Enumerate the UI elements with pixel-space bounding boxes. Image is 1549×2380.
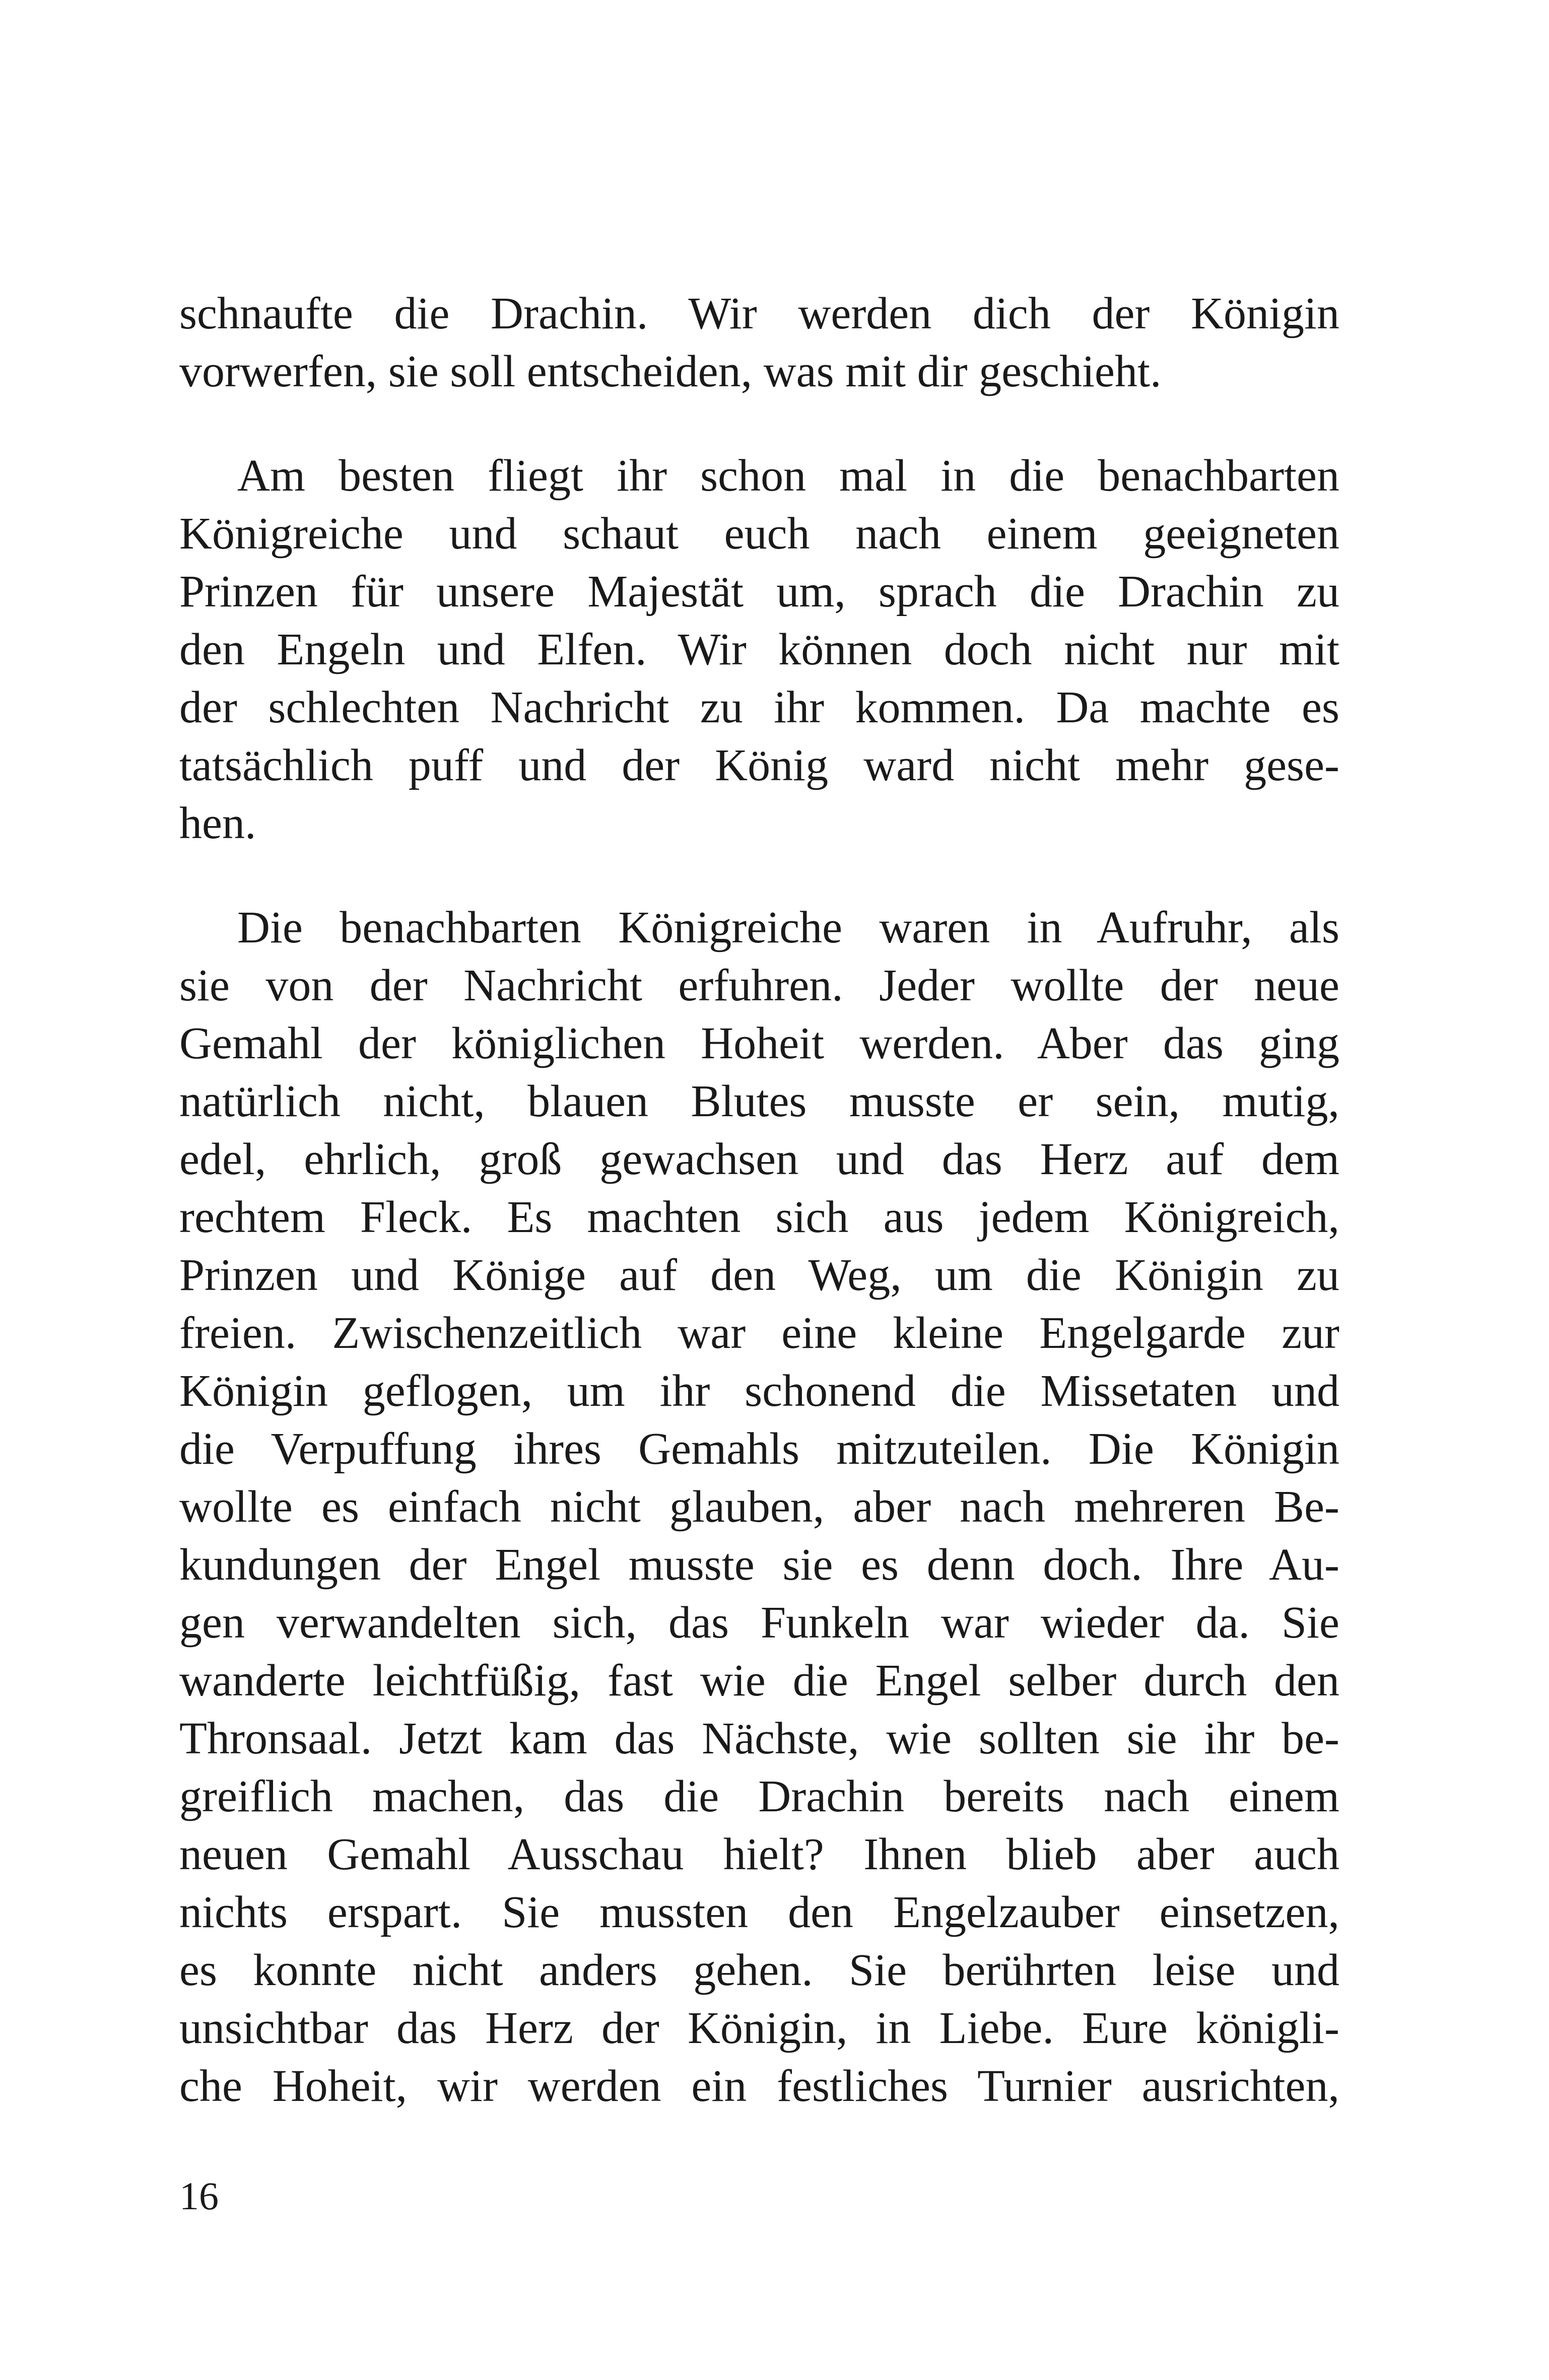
paragraph-2: [179, 447, 1339, 852]
text-line: es konnte nicht anders gehen. Sie berührten leise und: [179, 1945, 1339, 1995]
text-line: tatsächlich puff und der König ward nicht mehr gese-: [179, 740, 1339, 790]
text-line: gen verwandelten sich, das Funkeln war wieder da. Sie: [179, 1598, 1339, 1648]
text-line: die Verpuffung ihres Gemahls mitzuteilen. Die Königin: [179, 1424, 1339, 1474]
text-line: vorwerfen, sie soll entscheiden, was mit dir geschieht.: [179, 347, 1162, 396]
text-line: rechtem Fleck. Es machten sich aus jedem Königreich,: [179, 1192, 1339, 1242]
text-line: hen.: [179, 798, 256, 848]
text-line: che Hoheit, wir werden ein festliches Turnier ausrichten,: [179, 2061, 1339, 2111]
text-line: nichts erspart. Sie mussten den Engelzauber einsetzen,: [179, 1887, 1339, 1937]
text-line: unsichtbar das Herz der Königin, in Liebe. Eure königli-: [179, 2003, 1339, 2053]
text-line: natürlich nicht, blauen Blutes musste er sein, mutig,: [179, 1076, 1339, 1126]
text-line: freien. Zwischenzeitlich war eine kleine Engelgarde zur: [179, 1308, 1339, 1358]
text-line: schnaufte die Drachin. Wir werden dich der Königin: [179, 289, 1339, 338]
text-line: Gemahl der königlichen Hoheit werden. Aber das ging: [179, 1018, 1339, 1068]
body-text: [179, 285, 1339, 2115]
text-line: edel, ehrlich, groß gewachsen und das Herz auf dem: [179, 1134, 1339, 1184]
text-line: greiflich machen, das die Drachin bereits nach einem: [179, 1772, 1339, 1821]
text-line: kundungen der Engel musste sie es denn doch. Ihre Au-: [179, 1540, 1339, 1590]
text-line: Königreiche und schaut euch nach einem geeigneten: [179, 509, 1339, 559]
text-line: den Engeln und Elfen. Wir können doch nicht nur mit: [179, 625, 1339, 674]
text-line: Königin geflogen, um ihr schonend die Missetaten und: [179, 1366, 1339, 1416]
text-line: Prinzen und Könige auf den Weg, um die Königin zu: [179, 1250, 1339, 1300]
text-line: wanderte leichtfüßig, fast wie die Engel selber durch den: [179, 1656, 1339, 1706]
text-line: Am besten fliegt ihr schon mal in die benachbarten: [237, 451, 1339, 501]
text-line: neuen Gemahl Ausschau hielt? Ihnen blieb aber auch: [179, 1829, 1339, 1879]
text-line: der schlechten Nachricht zu ihr kommen. Da machte es: [179, 683, 1339, 732]
text-line: sie von der Nachricht erfuhren. Jeder wollte der neue: [179, 961, 1339, 1010]
text-line: Prinzen für unsere Majestät um, sprach die Drachin zu: [179, 567, 1339, 617]
text-line: wollte es einfach nicht glauben, aber nach mehreren Be-: [179, 1482, 1339, 1532]
paragraph-1: [179, 285, 1339, 400]
paragraph-3: [179, 899, 1339, 2115]
page-number: 16: [179, 2174, 219, 2218]
text-line: Die benachbarten Königreiche waren in Aufruhr, als: [237, 903, 1339, 953]
text-line: Thronsaal. Jetzt kam das Nächste, wie sollten sie ihr be-: [179, 1714, 1339, 1763]
